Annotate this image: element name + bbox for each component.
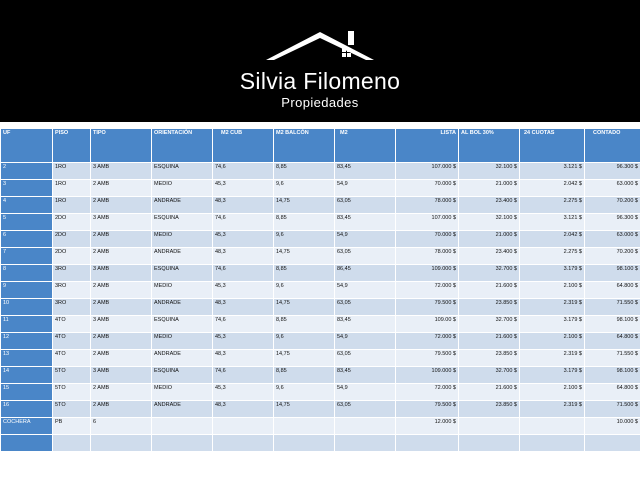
cell-piso: 4TO: [53, 333, 91, 350]
cell-24-cuotas: 3.179 $: [520, 367, 585, 384]
cell-al-bol: [459, 435, 520, 452]
cell-m2-balcon: 14,75: [274, 197, 335, 214]
cell-24-cuotas: 2.100 $: [520, 384, 585, 401]
cell-lista: 107.000 $: [396, 214, 459, 231]
cell-lista: 79.500 $: [396, 401, 459, 418]
cell-m2-cub: 48,3: [213, 197, 274, 214]
cell-piso: [53, 435, 91, 452]
cell-m2-balcon: 14,75: [274, 248, 335, 265]
table-row: [1, 214, 640, 231]
cell-al-bol: 32.100 $: [459, 214, 520, 231]
cell-m2-cub: 48,3: [213, 248, 274, 265]
cell-contado: 71.500 $: [585, 401, 640, 418]
cell-tipo: 2 AMB: [91, 197, 152, 214]
cell-m2-balcon: 9,6: [274, 333, 335, 350]
cell-tipo: 2 AMB: [91, 350, 152, 367]
cell-24-cuotas: 2.319 $: [520, 350, 585, 367]
cell-m2: 63,05: [335, 197, 396, 214]
cell-al-bol: 32.700 $: [459, 367, 520, 384]
cell-piso: 5TO: [53, 384, 91, 401]
cell-orientacion: MEDIO: [152, 333, 213, 350]
cell-m2-cub: 48,3: [213, 350, 274, 367]
cell-contado: 10.000 $: [585, 418, 640, 435]
cell-m2: 63,05: [335, 248, 396, 265]
cell-piso: 1RO: [53, 197, 91, 214]
cell-piso: 2DO: [53, 231, 91, 248]
cell-uf: COCHERA: [1, 418, 53, 435]
cell-contado: 96.300 $: [585, 214, 640, 231]
cell-al-bol: 23.400 $: [459, 197, 520, 214]
cell-piso: 3RO: [53, 265, 91, 282]
cell-contado: 70.200 $: [585, 197, 640, 214]
cell-orientacion: ESQUINA: [152, 367, 213, 384]
cell-piso: 4TO: [53, 350, 91, 367]
cell-orientacion: ESQUINA: [152, 316, 213, 333]
cell-lista: 109.00 $: [396, 316, 459, 333]
cell-tipo: 3 AMB: [91, 163, 152, 180]
cell-24-cuotas: 3.121 $: [520, 163, 585, 180]
cell-uf: 12: [1, 333, 53, 350]
cell-orientacion: ANDRADE: [152, 299, 213, 316]
cell-m2-balcon: 14,75: [274, 350, 335, 367]
cell-contado: 64.800 $: [585, 282, 640, 299]
cell-lista: 109.000 $: [396, 367, 459, 384]
cell-tipo: 3 AMB: [91, 214, 152, 231]
cell-24-cuotas: [520, 435, 585, 452]
cell-m2: 83,45: [335, 214, 396, 231]
cell-m2-cub: 45,3: [213, 231, 274, 248]
cell-m2-balcon: 9,6: [274, 282, 335, 299]
cell-contado: 98.100 $: [585, 265, 640, 282]
table-row: [1, 180, 640, 197]
col-header-contado: CONTADO: [585, 129, 640, 163]
cell-lista: 79.500 $: [396, 350, 459, 367]
cell-orientacion: ANDRADE: [152, 350, 213, 367]
cell-m2-balcon: [274, 435, 335, 452]
price-table-container: [0, 128, 640, 452]
cell-uf: 15: [1, 384, 53, 401]
cell-contado: 63.000 $: [585, 180, 640, 197]
table-row: [1, 231, 640, 248]
col-header-uf: UF: [1, 129, 53, 163]
cell-m2-balcon: 9,6: [274, 384, 335, 401]
cell-lista: 107.000 $: [396, 163, 459, 180]
cell-m2-cub: 45,3: [213, 180, 274, 197]
cell-uf: 4: [1, 197, 53, 214]
header-banner: [0, 0, 640, 122]
cell-m2: 54,9: [335, 180, 396, 197]
cell-uf: [1, 435, 53, 452]
cell-contado: 64.800 $: [585, 333, 640, 350]
cell-lista: 70.000 $: [396, 180, 459, 197]
cell-24-cuotas: 2.319 $: [520, 299, 585, 316]
cell-contado: 70.200 $: [585, 248, 640, 265]
table-row: [1, 282, 640, 299]
cell-m2: 63,05: [335, 299, 396, 316]
cell-m2: 54,9: [335, 333, 396, 350]
cell-m2-balcon: 14,75: [274, 299, 335, 316]
cell-24-cuotas: 2.319 $: [520, 401, 585, 418]
cell-lista: 109.000 $: [396, 265, 459, 282]
cell-uf: 8: [1, 265, 53, 282]
cell-uf: 16: [1, 401, 53, 418]
table-row: [1, 197, 640, 214]
cell-contado: 98.100 $: [585, 316, 640, 333]
cell-24-cuotas: 3.179 $: [520, 316, 585, 333]
cell-lista: 78.000 $: [396, 248, 459, 265]
cell-uf: 13: [1, 350, 53, 367]
table-row: [1, 248, 640, 265]
cell-lista: 70.000 $: [396, 231, 459, 248]
cell-orientacion: ESQUINA: [152, 265, 213, 282]
cell-24-cuotas: [520, 418, 585, 435]
cell-orientacion: [152, 435, 213, 452]
cell-tipo: 2 AMB: [91, 231, 152, 248]
cell-m2: [335, 435, 396, 452]
cell-piso: 5TO: [53, 401, 91, 418]
cell-24-cuotas: 2.100 $: [520, 282, 585, 299]
cell-m2: [335, 418, 396, 435]
cell-contado: 63.000 $: [585, 231, 640, 248]
cell-contado: 98.100 $: [585, 367, 640, 384]
cell-lista: 78.000 $: [396, 197, 459, 214]
cell-m2-balcon: 9,6: [274, 231, 335, 248]
cell-piso: 2DO: [53, 214, 91, 231]
cell-m2-balcon: 8,85: [274, 163, 335, 180]
cell-m2-cub: 45,3: [213, 282, 274, 299]
cell-lista: 72.000 $: [396, 282, 459, 299]
cell-uf: 9: [1, 282, 53, 299]
cell-piso: PB: [53, 418, 91, 435]
cell-m2: 54,9: [335, 231, 396, 248]
cell-al-bol: 23.850 $: [459, 299, 520, 316]
cell-orientacion: MEDIO: [152, 180, 213, 197]
cell-m2-cub: 45,3: [213, 384, 274, 401]
cell-tipo: 3 AMB: [91, 265, 152, 282]
cell-m2-cub: 74,6: [213, 367, 274, 384]
table-body: [1, 163, 640, 452]
cell-orientacion: [152, 418, 213, 435]
cell-24-cuotas: 3.121 $: [520, 214, 585, 231]
cell-lista: 12.000 $: [396, 418, 459, 435]
cell-al-bol: 32.700 $: [459, 265, 520, 282]
brand-subtitle: Propiedades: [281, 95, 359, 110]
cell-uf: 3: [1, 180, 53, 197]
cell-lista: [396, 435, 459, 452]
cell-piso: 3RO: [53, 299, 91, 316]
cell-orientacion: MEDIO: [152, 384, 213, 401]
cell-uf: 10: [1, 299, 53, 316]
cell-al-bol: 21.600 $: [459, 333, 520, 350]
brand-name: Silvia Filomeno: [239, 68, 401, 94]
cell-m2-cub: [213, 418, 274, 435]
cell-24-cuotas: 3.179 $: [520, 265, 585, 282]
col-header-orientacion: ORIENTACIÓN: [152, 129, 213, 163]
col-header-piso: PISO: [53, 129, 91, 163]
cell-tipo: 2 AMB: [91, 282, 152, 299]
cell-m2-balcon: 9,6: [274, 180, 335, 197]
cell-m2: 63,05: [335, 350, 396, 367]
cell-uf: 6: [1, 231, 53, 248]
cell-m2: 83,45: [335, 367, 396, 384]
cell-m2-cub: 48,3: [213, 299, 274, 316]
cell-m2-cub: 74,6: [213, 316, 274, 333]
col-header-m2: M2: [335, 129, 396, 163]
table-row: [1, 401, 640, 418]
col-header-m2-cub: M2 CUB: [213, 129, 274, 163]
cell-m2-balcon: 8,85: [274, 367, 335, 384]
cell-lista: 72.000 $: [396, 333, 459, 350]
cell-contado: 71.550 $: [585, 299, 640, 316]
table-row: [1, 367, 640, 384]
cell-al-bol: [459, 418, 520, 435]
cell-al-bol: 23.850 $: [459, 350, 520, 367]
cell-tipo: 2 AMB: [91, 333, 152, 350]
cell-m2-cub: 48,3: [213, 401, 274, 418]
cell-m2-balcon: 8,85: [274, 265, 335, 282]
cell-contado: 64.800 $: [585, 384, 640, 401]
cell-orientacion: ESQUINA: [152, 163, 213, 180]
cell-m2-balcon: [274, 418, 335, 435]
cell-al-bol: 21.000 $: [459, 180, 520, 197]
cell-24-cuotas: 2.275 $: [520, 197, 585, 214]
cell-orientacion: MEDIO: [152, 282, 213, 299]
table-row: [1, 384, 640, 401]
cell-uf: 2: [1, 163, 53, 180]
cell-tipo: 2 AMB: [91, 180, 152, 197]
cell-m2: 54,9: [335, 384, 396, 401]
table-row: [1, 435, 640, 452]
table-row: [1, 163, 640, 180]
cell-al-bol: 32.700 $: [459, 316, 520, 333]
cell-uf: 7: [1, 248, 53, 265]
cell-orientacion: MEDIO: [152, 231, 213, 248]
cell-orientacion: ANDRADE: [152, 401, 213, 418]
cell-tipo: 3 AMB: [91, 367, 152, 384]
cell-orientacion: ANDRADE: [152, 248, 213, 265]
cell-piso: 1RO: [53, 163, 91, 180]
cell-24-cuotas: 2.042 $: [520, 180, 585, 197]
cell-tipo: 2 AMB: [91, 401, 152, 418]
cell-piso: 4TO: [53, 316, 91, 333]
cell-m2-cub: 45,3: [213, 333, 274, 350]
cell-orientacion: ANDRADE: [152, 197, 213, 214]
cell-uf: 11: [1, 316, 53, 333]
cell-tipo: 2 AMB: [91, 299, 152, 316]
cell-al-bol: 21.000 $: [459, 231, 520, 248]
cell-24-cuotas: 2.042 $: [520, 231, 585, 248]
cell-piso: 5TO: [53, 367, 91, 384]
col-header-24-cuotas: 24 CUOTAS: [520, 129, 585, 163]
cell-al-bol: 21.600 $: [459, 282, 520, 299]
cell-al-bol: 21.600 $: [459, 384, 520, 401]
cell-m2: 54,9: [335, 282, 396, 299]
cell-contado: [585, 435, 640, 452]
col-header-tipo: TIPO: [91, 129, 152, 163]
cell-m2-cub: 74,6: [213, 214, 274, 231]
table-row: [1, 350, 640, 367]
col-header-m2-balcon: M2 BALCÓN: [274, 129, 335, 163]
cell-al-bol: 23.400 $: [459, 248, 520, 265]
col-header-lista: LISTA: [396, 129, 459, 163]
cell-tipo: 2 AMB: [91, 248, 152, 265]
cell-m2: 83,45: [335, 163, 396, 180]
cell-m2-cub: 74,6: [213, 163, 274, 180]
table-row: [1, 265, 640, 282]
table-row: [1, 333, 640, 350]
table-row: [1, 316, 640, 333]
cell-tipo: 6: [91, 418, 152, 435]
cell-m2-cub: 74,6: [213, 265, 274, 282]
table-row: [1, 418, 640, 435]
cell-lista: 79.500 $: [396, 299, 459, 316]
cell-orientacion: ESQUINA: [152, 214, 213, 231]
cell-contado: 71.550 $: [585, 350, 640, 367]
cell-m2-balcon: 8,85: [274, 214, 335, 231]
cell-piso: 2DO: [53, 248, 91, 265]
cell-m2-cub: [213, 435, 274, 452]
cell-piso: 3RO: [53, 282, 91, 299]
cell-m2: 63,05: [335, 401, 396, 418]
house-roof-logo-icon: [262, 24, 378, 64]
cell-al-bol: 23.850 $: [459, 401, 520, 418]
cell-contado: 96.300 $: [585, 163, 640, 180]
cell-m2: 86,45: [335, 265, 396, 282]
table-header-row: [1, 129, 640, 163]
cell-24-cuotas: 2.275 $: [520, 248, 585, 265]
cell-piso: 1RO: [53, 180, 91, 197]
price-table: [0, 128, 640, 452]
cell-uf: 5: [1, 214, 53, 231]
table-row: [1, 299, 640, 316]
cell-uf: 14: [1, 367, 53, 384]
cell-24-cuotas: 2.100 $: [520, 333, 585, 350]
cell-lista: 72.000 $: [396, 384, 459, 401]
cell-tipo: 2 AMB: [91, 384, 152, 401]
cell-al-bol: 32.100 $: [459, 163, 520, 180]
col-header-al-bol: AL BOL 30%: [459, 129, 520, 163]
cell-m2: 83,45: [335, 316, 396, 333]
cell-tipo: 3 AMB: [91, 316, 152, 333]
cell-tipo: [91, 435, 152, 452]
cell-m2-balcon: 8,85: [274, 316, 335, 333]
cell-m2-balcon: 14,75: [274, 401, 335, 418]
